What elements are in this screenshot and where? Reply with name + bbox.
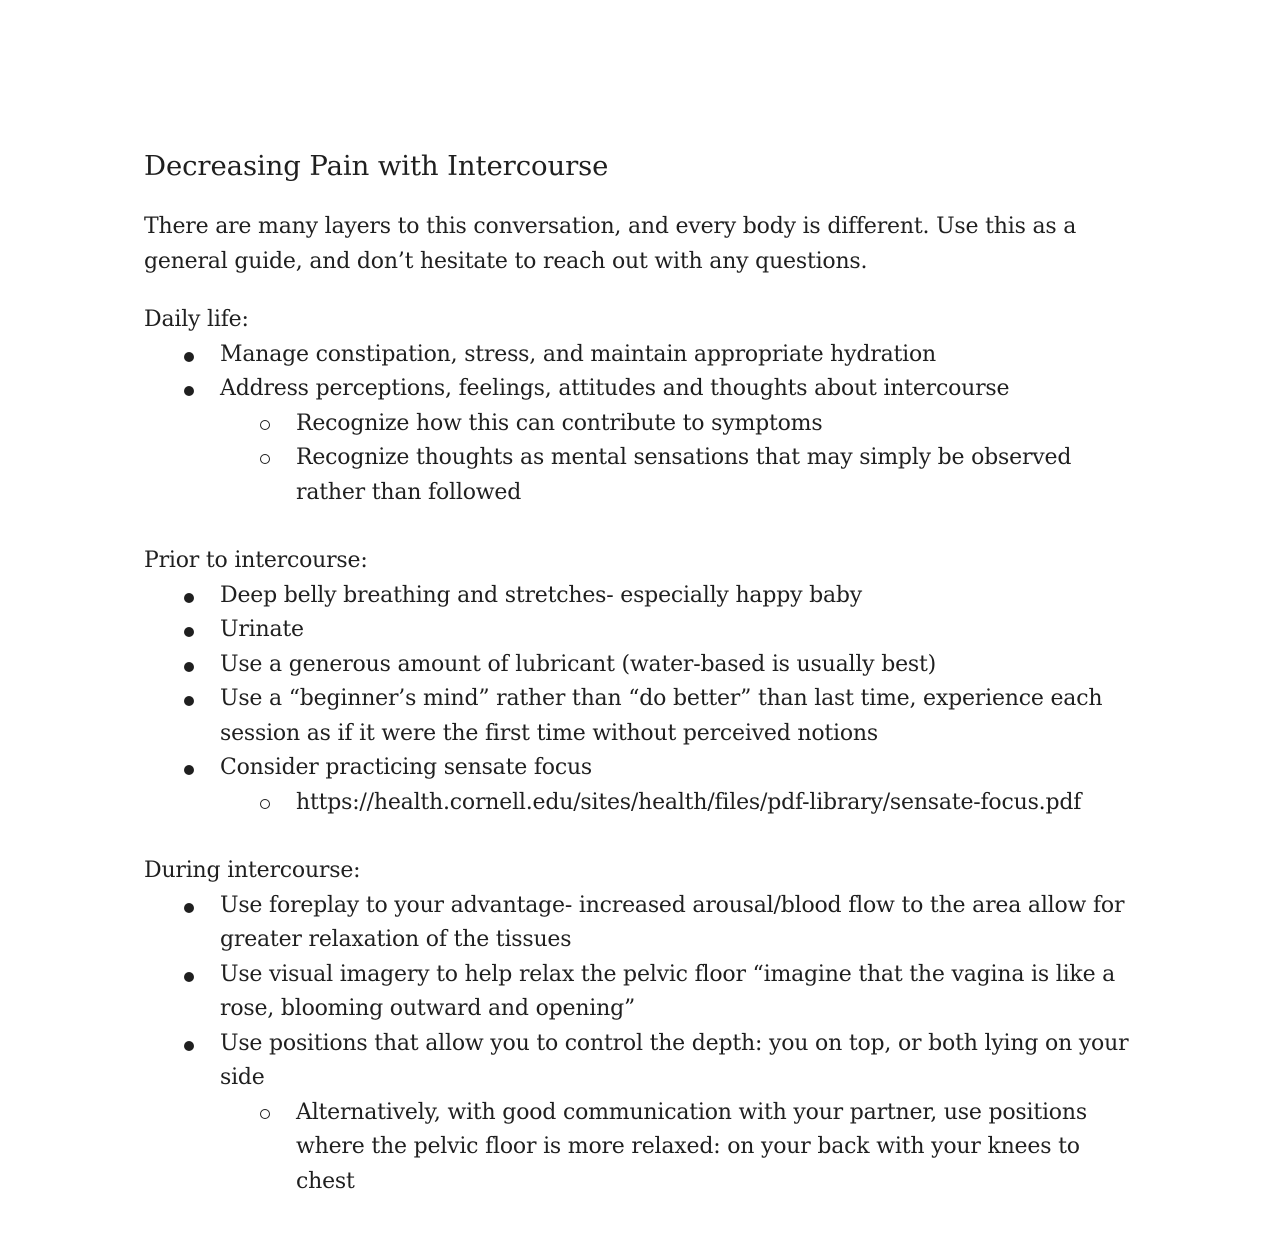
intro-paragraph: There are many layers to this conversation, and every body is different. Use this as a general guide, and don’t hesitate to reach out with any questions. [144, 214, 1077, 274]
sub-bullet-list [220, 786, 1134, 821]
bullet-disc-icon [184, 972, 194, 982]
sub-bullet-list [220, 1096, 1134, 1200]
list-item [144, 338, 1134, 373]
list-item [144, 1027, 1134, 1200]
list-item [144, 372, 1134, 510]
sub-list-item [220, 786, 1134, 821]
list-item [144, 613, 1134, 648]
bullet-disc-icon [184, 593, 194, 603]
bullet-circle-icon [260, 420, 270, 430]
list-item-text: Use foreplay to your advantage- increased arousal/blood flow to the area allow for greater relaxation of the tissues [220, 892, 1125, 952]
bullet-disc-icon [184, 627, 194, 637]
list-item-text: Deep belly breathing and stretches- especially happy baby [220, 582, 863, 608]
bullet-list [144, 579, 1134, 821]
sub-list-item-text: Recognize thoughts as mental sensations that may simply be observed rather than followed [296, 445, 1072, 505]
list-item [144, 648, 1134, 683]
bullet-disc-icon [184, 903, 194, 913]
sub-list-item [220, 407, 1134, 442]
list-item-text: Manage constipation, stress, and maintain appropriate hydration [220, 341, 936, 367]
bullet-disc-icon [184, 386, 194, 396]
section-heading: During intercourse: [144, 858, 361, 883]
sensate-focus-link[interactable]: https://health.cornell.edu/sites/health/files/pdf-library/sensate-focus.pdf [296, 789, 1082, 815]
list-item-text: Use a “beginner’s mind” rather than “do better” than last time, experience each session as if it were the first time without perceived notions [220, 686, 1103, 746]
list-item-text: Urinate [220, 617, 304, 642]
bullet-list [144, 889, 1134, 1200]
section-heading: Prior to intercourse: [144, 548, 368, 573]
list-item [144, 579, 1134, 614]
document-title: Decreasing Pain with Intercourse [144, 150, 609, 182]
list-item-text: Consider practicing sensate focus [220, 755, 593, 780]
section-heading: Daily life: [144, 307, 249, 332]
list-item-text: Address perceptions, feelings, attitudes and thoughts about intercourse [220, 376, 1010, 401]
list-item-text: Use positions that allow you to control the depth: you on top, or both lying on your side [220, 1030, 1129, 1090]
bullet-disc-icon [184, 765, 194, 775]
document-page [144, 146, 1134, 1233]
sub-bullet-list [220, 407, 1134, 511]
section-prior-to-intercourse [144, 544, 1134, 820]
list-item [144, 889, 1134, 958]
section-during-intercourse [144, 854, 1134, 1199]
list-item-text: Use visual imagery to help relax the pelvic floor “imagine that the vagina is like a rose, blooming outward and opening” [220, 961, 1116, 1021]
list-item [144, 682, 1134, 751]
bullet-disc-icon [184, 696, 194, 706]
list-item-text: Use a generous amount of lubricant (water-based is usually best) [220, 651, 937, 677]
bullet-circle-icon [260, 454, 270, 464]
bullet-disc-icon [184, 352, 194, 362]
sub-list-item [220, 1096, 1134, 1200]
section-daily-life [144, 303, 1134, 510]
sub-list-item-text: Recognize how this can contribute to symptoms [296, 410, 823, 436]
sub-list-item-text: Alternatively, with good communication with your partner, use positions where the pelvic floor is more relaxed: on your back with your knees to chest [296, 1099, 1087, 1194]
list-item [144, 751, 1134, 820]
bullet-circle-icon [260, 1109, 270, 1119]
sub-list-item [220, 441, 1134, 510]
bullet-disc-icon [184, 662, 194, 672]
bullet-disc-icon [184, 1041, 194, 1051]
bullet-list [144, 338, 1134, 511]
list-item [144, 958, 1134, 1027]
bullet-circle-icon [260, 799, 270, 809]
